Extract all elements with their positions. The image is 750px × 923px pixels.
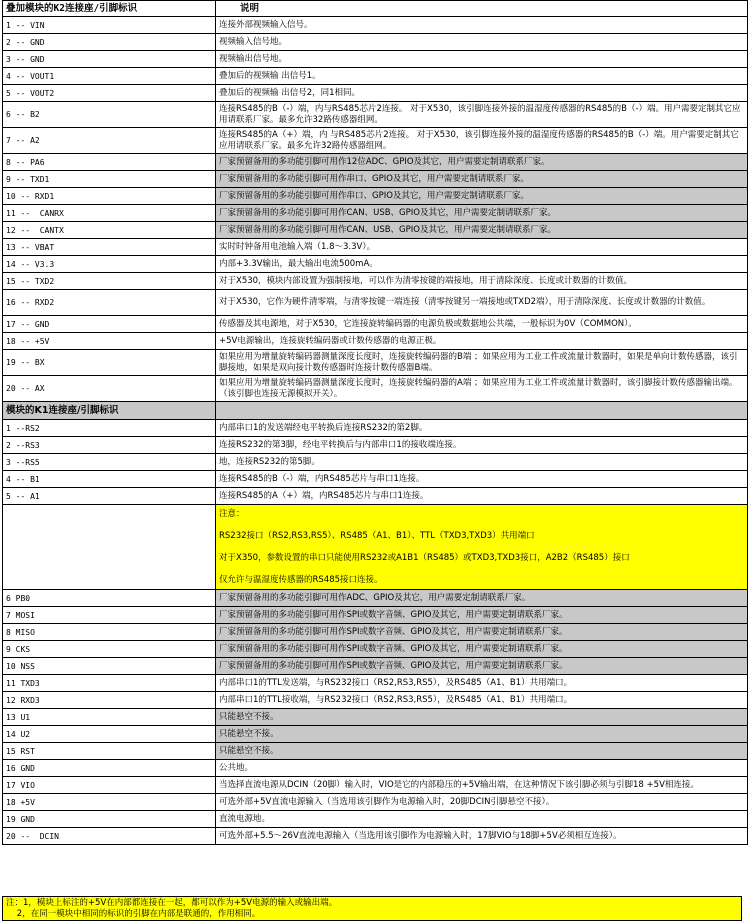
note-line-1: RS232接口（RS2,RS3,RS5）、RS485（A1、B1）、TTL（TXD3,TXD3）共用端口 (219, 530, 535, 541)
note-gap (219, 520, 744, 531)
pin-description: 连接RS485的B（-）端，内RS485芯片与串口1连接。 (216, 471, 748, 488)
pin-label: 1 -- VIN (3, 17, 216, 34)
pin-label: 6 PB0 (3, 590, 216, 607)
pin-label: 15 -- TXD2 (3, 273, 216, 290)
pin-label: 13 U1 (3, 709, 216, 726)
pin-description: 对于X530，模块内部设置为强制接地，可以作为清零按键的端接地，用于清除深度、长度或计数器的计数值。 (216, 273, 748, 290)
table-row (3, 376, 748, 402)
table-row (3, 85, 748, 102)
pin-description: 连接外部视频输入信号。 (216, 17, 748, 34)
table-row (3, 34, 748, 51)
table-row (3, 333, 748, 350)
pin-description: 直流电源地。 (216, 811, 748, 828)
table-row (3, 17, 748, 34)
pin-label: 4 -- B1 (3, 471, 216, 488)
pin-description: 厂家预留备用的多功能引脚可用作串口、GPIO及其它，用户需要定制请联系厂家。 (216, 188, 748, 205)
pin-description: 对于X530，它作为硬件清零端，与清零按键一端连接（清零按键另一端接地或TXD2端），用于清除深度、长度或计数器的计数值。 (216, 290, 748, 316)
table-row (3, 51, 748, 68)
pin-label: 15 RST (3, 743, 216, 760)
table-row (3, 488, 748, 505)
table-row (3, 437, 748, 454)
pin-description: 内部+3.3V输出，最大输出电流500mA。 (216, 256, 748, 273)
pin-description: 内部串口1的TTL发送端，与RS232接口（RS2,RS3,RS5），及RS485（A1、B1）共用端口。 (216, 675, 748, 692)
note-title: 注意： (219, 508, 245, 519)
table-row (3, 316, 748, 333)
pin-description: 内部串口1的TTL接收端，与RS232接口（RS2,RS3,RS5），及RS485（A1、B1）共用端口。 (216, 692, 748, 709)
footnote-line-1: 注：1，模块上标注的+5V在内部都连接在一起，都可以作为+5V电源的输入或输出端。 (6, 898, 338, 908)
pin-label: 18 +5V (3, 794, 216, 811)
pin-label: 9 -- TXD1 (3, 171, 216, 188)
table-row (3, 777, 748, 794)
table-row (3, 590, 748, 607)
pin-description: 厂家预留备用的多功能引脚可用作ADC、GPIO及其它，用户需要定制请联系厂家。 (216, 590, 748, 607)
pin-label: 11 TXD3 (3, 675, 216, 692)
pin-description: 地，连接RS232的第5脚。 (216, 454, 748, 471)
table-row (3, 658, 748, 675)
pin-description: 连接RS485的A（+）端，内RS485芯片与串口1连接。 (216, 488, 748, 505)
pin-label: 2 -- GND (3, 34, 216, 51)
pin-description: 内部串口1的发送端经电平转换后连接RS232的第2脚。 (216, 420, 748, 437)
table-row (3, 692, 748, 709)
pin-description: 只能悬空不接。 (216, 743, 748, 760)
pin-label: 3 --RS5 (3, 454, 216, 471)
pin-label: 20 -- AX (3, 376, 216, 402)
pin-description: 厂家预留备用的多功能引脚可用作12位ADC、GPIO及其它，用户需要定制请联系厂家。 (216, 154, 748, 171)
table-row (3, 239, 748, 256)
note-row-pin (3, 505, 216, 590)
pin-label: 5 -- A1 (3, 488, 216, 505)
table-row (3, 222, 748, 239)
pin-label: 20 -- DCIN (3, 828, 216, 845)
table-row (3, 828, 748, 845)
pin-label: 10 -- RXD1 (3, 188, 216, 205)
pin-description: 可选外部+5.5～26V直流电源输入（当选用该引脚作为电源输入时，17脚VIO与18脚+5V必须相互连接）。 (216, 828, 748, 845)
footnote-box (2, 896, 742, 921)
pin-label: 7 -- A2 (3, 128, 216, 154)
pin-description: 连接RS232的第3脚，经电平转换后与内部串口1的接收端连接。 (216, 437, 748, 454)
pin-description: 实时时钟备用电池输入端（1.8～3.3V）。 (216, 239, 748, 256)
table-row (3, 154, 748, 171)
table-row (3, 675, 748, 692)
k2-header-description: 说明 (216, 1, 748, 17)
table-body (3, 1, 748, 845)
table-row (3, 205, 748, 222)
pin-label: 8 -- PA6 (3, 154, 216, 171)
pin-description: 如果应用为增量旋转编码器测量深度长度时，连接旋转编码器的A端 ；如果应用为工业工件或流量计数器时，该引脚接计数传感器输出端。（该引脚也连接无源模拟开关）。 (216, 376, 748, 402)
pin-label: 16 GND (3, 760, 216, 777)
pin-label: 16 -- RXD2 (3, 290, 216, 316)
pin-label: 18 -- +5V (3, 333, 216, 350)
pin-label: 6 -- B2 (3, 102, 216, 128)
note-box (216, 505, 748, 590)
table-row (3, 350, 748, 376)
pin-description: 厂家预留备用的多功能引脚可用作串口、GPIO及其它，用户需要定制请联系厂家。 (216, 171, 748, 188)
pin-label: 11 -- CANRX (3, 205, 216, 222)
pin-label: 3 -- GND (3, 51, 216, 68)
table-row (3, 743, 748, 760)
pin-label: 14 U2 (3, 726, 216, 743)
note-gap (219, 564, 744, 575)
table-row (3, 420, 748, 437)
pin-description: 叠加后的视频输 出信号1。 (216, 68, 748, 85)
table-row (3, 811, 748, 828)
pin-label: 17 -- GND (3, 316, 216, 333)
table-row (3, 607, 748, 624)
pin-label: 4 -- VOUT1 (3, 68, 216, 85)
table-row (3, 794, 748, 811)
pin-description: 连接RS485的A（+）端，内 与RS485芯片2连接。 对于X530，该引脚连接外接的温湿度传感器的RS485的B（-）端。用户需要定制其它应用请联系厂家。最多允许32路传感器组网。 (216, 128, 748, 154)
note-line-3: 仅允许与温湿度传感器的RS485接口连接。 (219, 574, 383, 585)
table-row (3, 624, 748, 641)
pin-description: 连接RS485的B（-）端，内与RS485芯片2连接。 对于X530，该引脚连接外接的温湿度传感器的RS485的B（-）端。用户需要定制其它应用请联系厂家。最多允许32路传感器组网。 (216, 102, 748, 128)
pin-label: 10 NSS (3, 658, 216, 675)
pin-description: 可选外部+5V直流电源输入（当选用该引脚作为电源输入时，20脚DCIN引脚悬空不接）。 (216, 794, 748, 811)
pin-description: 如果应用为增量旋转编码器测量深度长度时，连接旋转编码器的B端 ；如果应用为工业工件或流量计数器时，如果是单向计数传感器，该引脚接地，如果是双向接计数传感器时连接计数传感器B端。 (216, 350, 748, 376)
note-gap (219, 542, 744, 553)
pin-label: 9 CKS (3, 641, 216, 658)
pin-description: 当选择直流电源从DCIN（20脚）输入时，VIO是它的内部稳压的+5V输出端，在这种情况下该引脚必须与引脚18 +5V相连接。 (216, 777, 748, 794)
footnote-line-2: 2，在同一模块中相同的标识的引脚在内部是联通的，作用相同。 (6, 909, 261, 919)
pin-label: 17 VIO (3, 777, 216, 794)
pin-label: 8 MISO (3, 624, 216, 641)
pin-label: 1 --RS2 (3, 420, 216, 437)
k1-header-pin: 模块的K1连接座/引脚标识 (3, 402, 216, 420)
pin-description: 叠加后的视频输 出信号2，同1相同。 (216, 85, 748, 102)
pin-description: +5V电源输出，连接旋转编码器或计数传感器的电源正极。 (216, 333, 748, 350)
pin-description: 厂家预留备用的多功能引脚可用作SPI或数字音频、GPIO及其它，用户需要定制请联系厂家。 (216, 658, 748, 675)
pin-description: 厂家预留备用的多功能引脚可用作CAN、USB、GPIO及其它，用户需要定制请联系厂家。 (216, 205, 748, 222)
pin-label: 14 -- V3.3 (3, 256, 216, 273)
table-row (3, 188, 748, 205)
table-row (3, 760, 748, 777)
pin-definition-table (2, 0, 748, 845)
table-row (3, 641, 748, 658)
table-row (3, 471, 748, 488)
table-row (3, 726, 748, 743)
table-row (3, 68, 748, 85)
table-row (3, 256, 748, 273)
table-row (3, 290, 748, 316)
pin-label: 19 GND (3, 811, 216, 828)
pin-description: 传感器及其电源地，对于X530，它连接旋转编码器的电源负极或数据地公共端，一般标识为0V（COMMON）。 (216, 316, 748, 333)
pin-label: 12 RXD3 (3, 692, 216, 709)
table-row (3, 709, 748, 726)
table-row (3, 102, 748, 128)
pin-label: 2 --RS3 (3, 437, 216, 454)
pin-description: 视频输出信号地。 (216, 51, 748, 68)
pin-description: 厂家预留备用的多功能引脚可用作SPI或数字音频、GPIO及其它，用户需要定制请联系厂家。 (216, 624, 748, 641)
pin-label: 5 -- VOUT2 (3, 85, 216, 102)
k2-header-row (3, 1, 748, 17)
pin-description: 厂家预留备用的多功能引脚可用作SPI或数字音频、GPIO及其它，用户需要定制请联系厂家。 (216, 641, 748, 658)
note-row (3, 505, 748, 590)
pin-description: 视频输入信号地。 (216, 34, 748, 51)
pin-label: 19 -- BX (3, 350, 216, 376)
table-row (3, 273, 748, 290)
table-row (3, 171, 748, 188)
note-line-2: 对于X350，参数设置的串口只能使用RS232或A1B1（RS485）或TXD3,TXD3接口，A2B2（RS485）接口 (219, 552, 630, 563)
pin-label: 7 MOSI (3, 607, 216, 624)
table-row (3, 454, 748, 471)
k2-header-pin: 叠加模块的K2连接座/引脚标识 (3, 1, 216, 17)
pin-label: 12 -- CANTX (3, 222, 216, 239)
table-row (3, 128, 748, 154)
k1-header-description (216, 402, 748, 420)
pin-description: 厂家预留备用的多功能引脚可用作CAN、USB、GPIO及其它，用户需要定制请联系厂家。 (216, 222, 748, 239)
pin-label: 13 -- VBAT (3, 239, 216, 256)
pin-description: 厂家预留备用的多功能引脚可用作SPI或数字音频、GPIO及其它，用户需要定制请联系厂家。 (216, 607, 748, 624)
pin-description: 只能悬空不接。 (216, 726, 748, 743)
pin-description: 只能悬空不接。 (216, 709, 748, 726)
k1-header-row (3, 402, 748, 420)
pin-description: 公共地。 (216, 760, 748, 777)
